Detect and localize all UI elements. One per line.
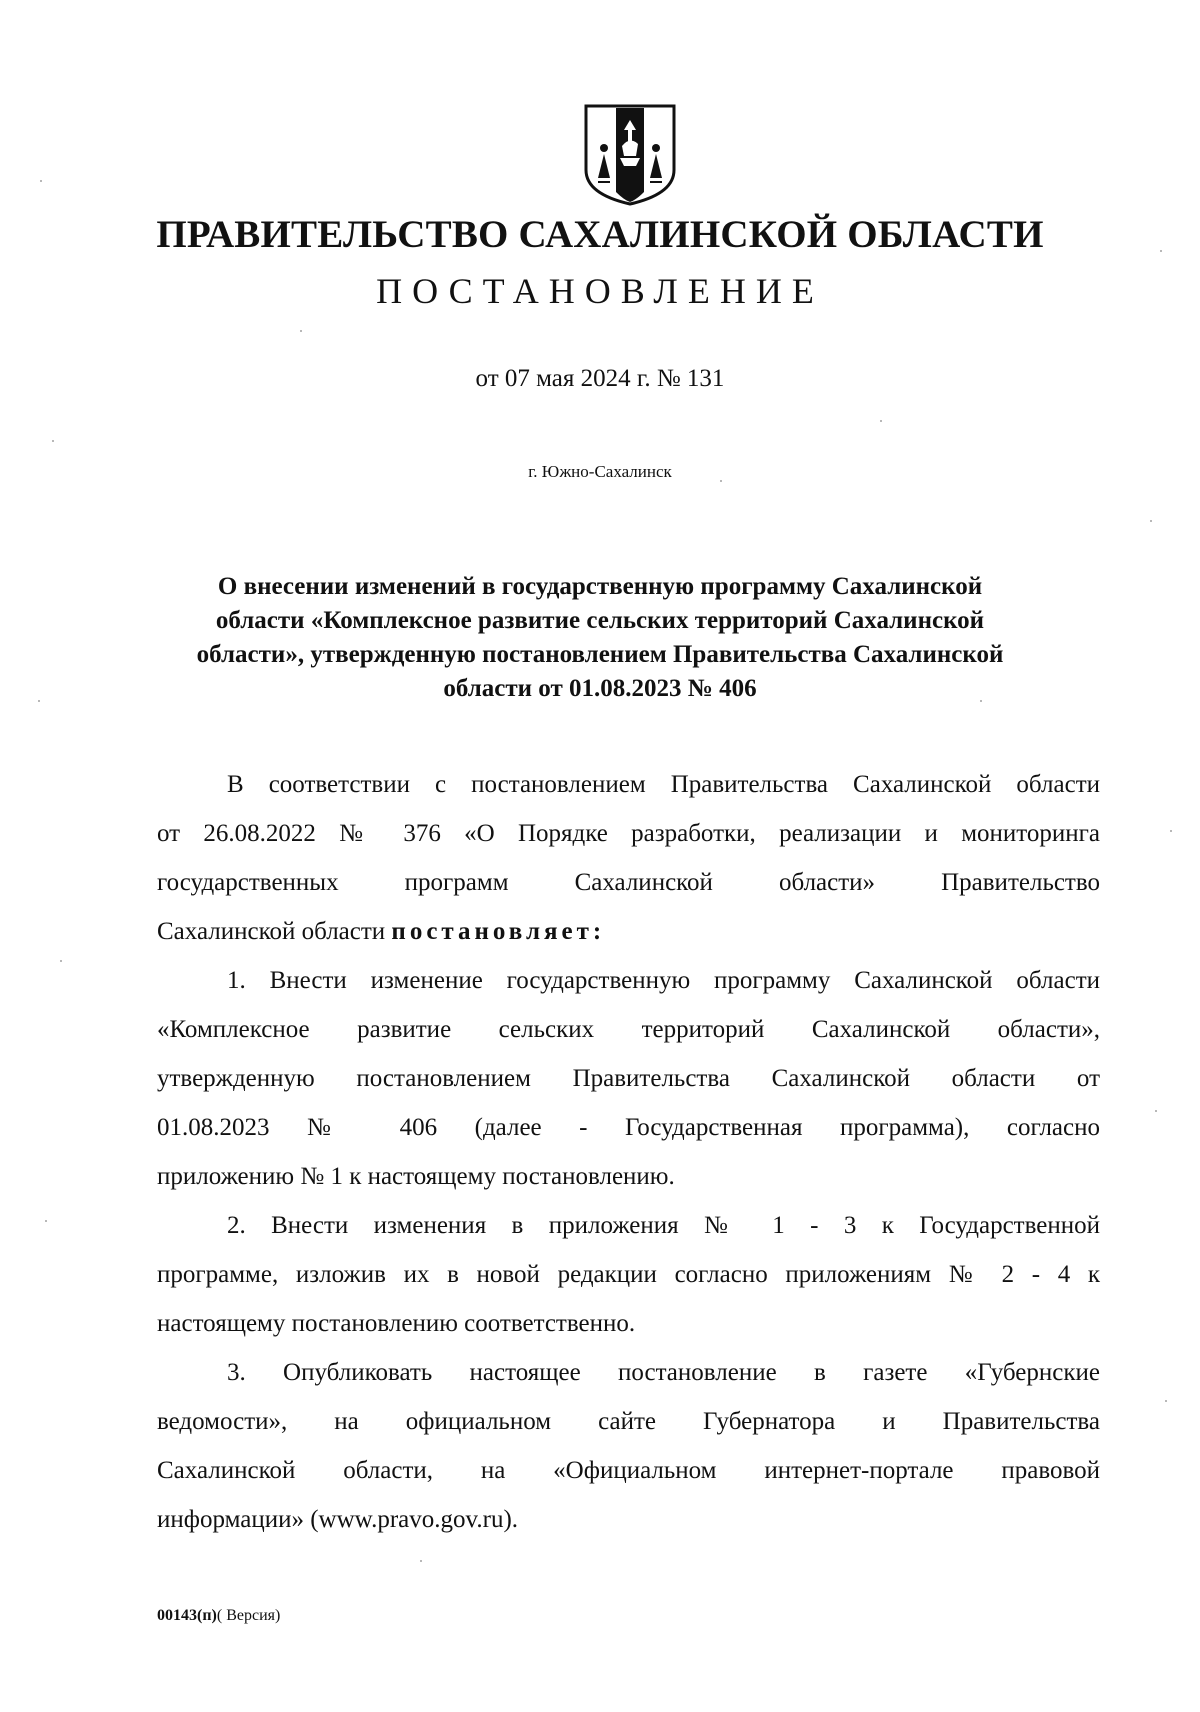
text-line: Сахалинской области, на «Официальном интернет-портале правовой [157,1457,1100,1484]
text-line: «Комплексное развитие сельских территорий Сахалинской области», [157,1016,1100,1043]
text-line: ведомости», на официальном сайте Губернатора и Правительства [157,1408,1100,1435]
text-line: В соответствии с постановлением Правительства Сахалинской области [227,771,1100,798]
text-line: приложению № 1 к настоящему постановлению. [157,1163,675,1190]
preamble-prefix: Сахалинской области [157,918,392,945]
item-3-paragraph [157,1348,1100,1544]
government-title: ПРАВИТЕЛЬСТВО САХАЛИНСКОЙ ОБЛАСТИ [156,213,1044,256]
subject-line: области», утвержденную постановлением Правительства Сахалинской [196,641,1004,668]
document-type: ПОСТАНОВЛЕНИЕ [376,271,824,311]
text-line: 3. Опубликовать настоящее постановление в газете «Губернские [227,1359,1100,1386]
footer-document-code [157,1607,280,1625]
text-line: программе, изложив их в новой редакции согласно приложениям № 2 - 4 к [157,1261,1100,1288]
footer-code: 00143(п) [157,1607,217,1624]
footer-version: ( Версия) [216,1607,281,1624]
text-line: настоящему постановлению соответственно. [157,1310,636,1337]
sakhalin-coat-of-arms-icon [580,100,680,206]
text-line: информации» (www.pravo.gov.ru). [157,1506,519,1533]
document-city: г. Южно-Сахалинск [528,462,672,481]
text-line: от 26.08.2022 № 376 «О Порядке разработки, реализации и мониторинга [157,820,1100,847]
text-line: государственных программ Сахалинской области» Правительство [157,869,1100,896]
resolution-keyword: постановляет: [391,918,606,945]
text-line: 2. Внести изменения в приложения № 1 - 3 к Государственной [227,1212,1100,1239]
document-body [157,760,1100,1544]
text-line: 1. Внести изменение государственную программу Сахалинской области [227,967,1100,994]
text-line [157,907,1100,956]
text-line: 01.08.2023 № 406 (далее - Государственная программа), согласно [157,1114,1100,1141]
subject-line: области от 01.08.2023 № 406 [443,675,757,702]
item-2-paragraph [157,1201,1100,1348]
preamble-paragraph [157,760,1100,956]
text-line: утвержденную постановлением Правительства Сахалинской области от [157,1065,1100,1092]
subject-line: О внесении изменений в государственную программу Сахалинской [217,573,983,600]
subject-line: области «Комплексное развитие сельских территорий Сахалинской [215,607,985,634]
document-subject [150,570,1050,706]
document-date-number: от 07 мая 2024 г. № 131 [475,365,725,392]
item-1-paragraph [157,956,1100,1201]
